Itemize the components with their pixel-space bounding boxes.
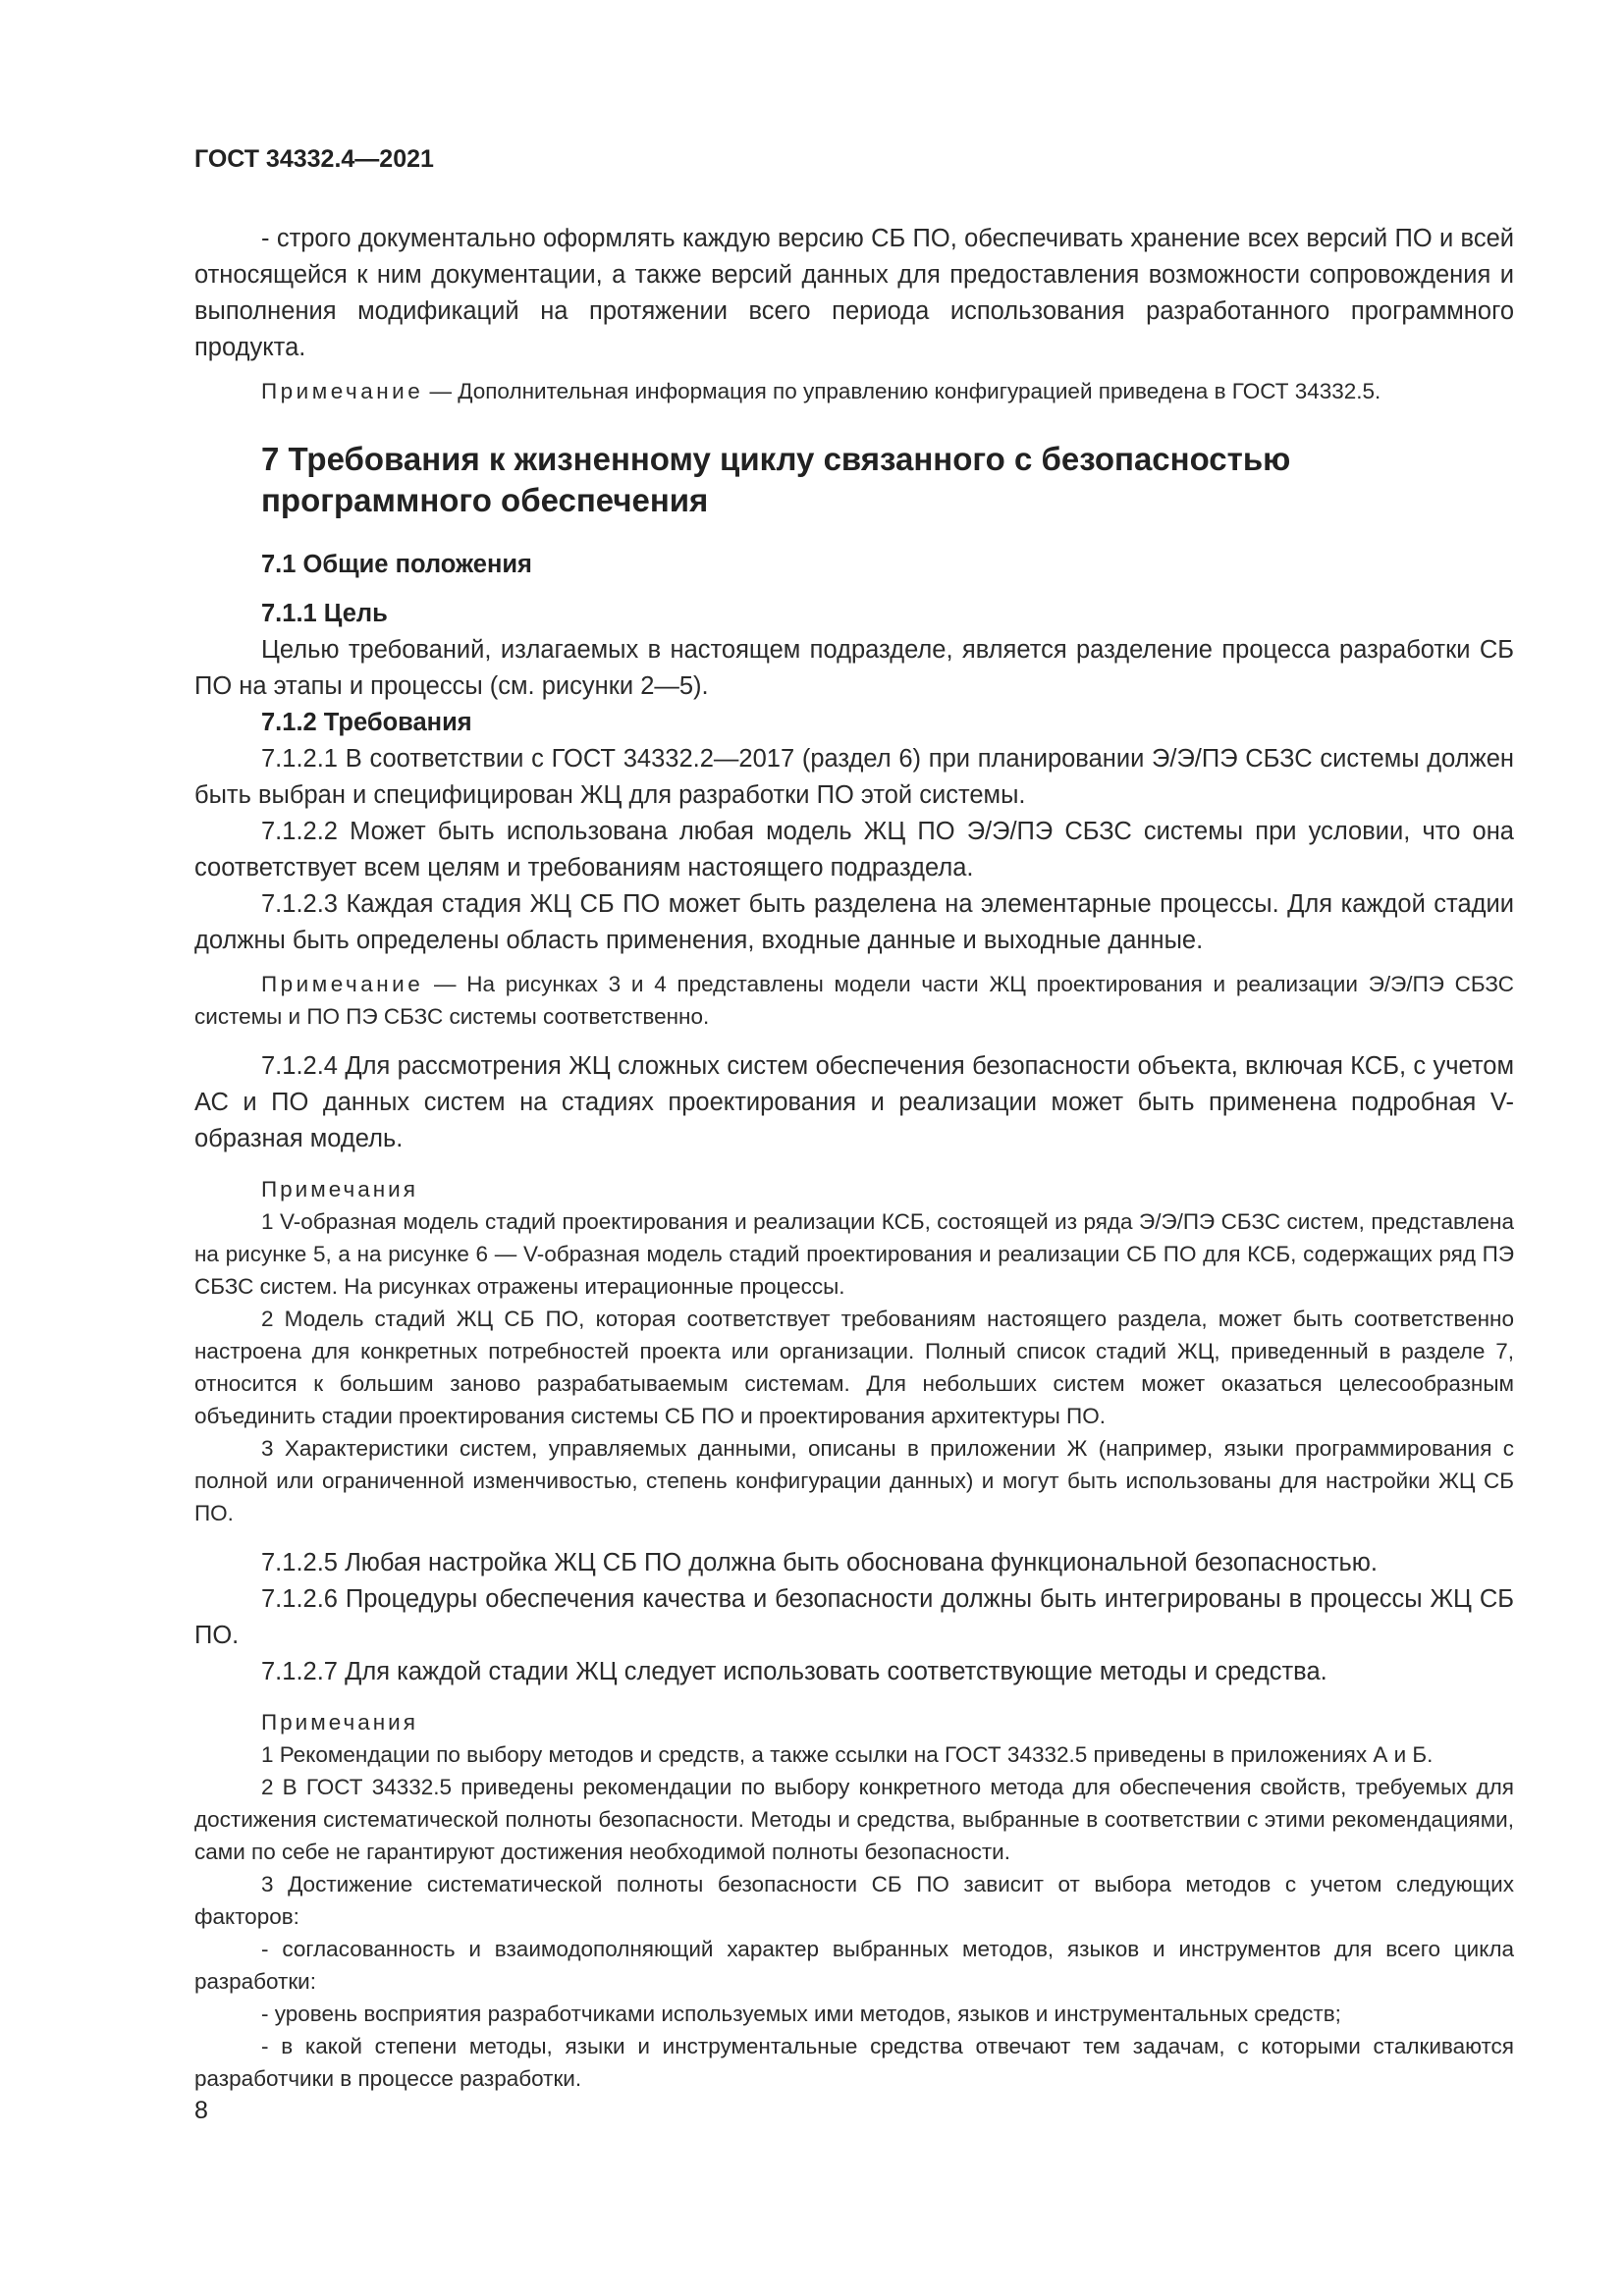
subsection-title: 7.1 Общие положения [261, 551, 532, 578]
note-item: - согласованность и взаимодополняющий характер выбранных методов, языков и инструментов для всего цикла разработки: [194, 1937, 1514, 1994]
note-item: 3 Достижение систематической полноты безопасности СБ ПО зависит от выбора методов с учетом следующих факторов: [194, 1872, 1514, 1929]
note-item: - уровень восприятия разработчиками используемых ими методов, языков и инструментальных средств; [261, 2002, 1341, 2026]
document-page [194, 145, 1514, 2095]
note-item: 2 В ГОСТ 34332.5 приведены рекомендации по выбору конкретного метода для обеспечения свойств, требуемых для достижения систематической полноты безопасности. Методы и средства, выбранные в соответствии с этими рекомендациями, сами по себе не гарантируют достижения необходимой полноты безопасности. [194, 1775, 1514, 1864]
section-title: 7 Требования к жизненному циклу связанного с безопасностью программного обеспечения [261, 441, 1291, 518]
note [194, 375, 1514, 407]
notes-heading: Примечания [261, 1177, 418, 1201]
note-item: 2 Модель стадий ЖЦ СБ ПО, которая соответствует требованиям настоящего раздела, может быть соответственно настроена для конкретных потребностей проекта или организации. Полный список стадий ЖЦ, приведенный в разделе 7, относится к большим заново разрабатываемым системам. Для небольших систем может оказаться целесообразным объединить стадии проектирования системы СБ ПО и проектирования архитектуры ПО. [194, 1307, 1514, 1428]
note-item: 1 V-образная модель стадий проектирования и реализации КСБ, состоящей из ряда Э/Э/ПЭ СБЗС систем, представлена на рисунке 5, а на рисунке 6 — V-образная модель стадий проектирования и реализации СБ ПО для КСБ, содержащих ряд ПЭ СБЗС систем. На рисунках отражены итерационные процессы. [194, 1209, 1514, 1299]
notes-heading: Примечания [261, 1710, 418, 1735]
clause-title: 7.1.1 Цель [261, 600, 388, 627]
clause-title: 7.1.2 Требования [261, 709, 472, 736]
note-label: Примечание [261, 972, 424, 996]
document-header: ГОСТ 34332.4—2021 [194, 145, 434, 173]
page-number: 8 [194, 2097, 208, 2124]
note-item: - в какой степени методы, языки и инструментальные средства отвечают тем задачам, с которыми сталкиваются разработчики в процессе разработки. [194, 2034, 1514, 2091]
paragraph: 7.1.2.3 Каждая стадия ЖЦ СБ ПО может быть разделена на элементарные процессы. Для каждой стадии должны быть определены область применения, входные данные и выходные данные. [194, 890, 1514, 954]
note-text: — Дополнительная информация по управлению конфигурацией приведена в ГОСТ 34332.5. [423, 379, 1381, 403]
note-label: Примечание [261, 379, 424, 403]
paragraph: Целью требований, излагаемых в настоящем подразделе, является разделение процесса разработки СБ ПО на этапы и процессы (см. рисунки 2—5). [194, 636, 1514, 700]
paragraph: 7.1.2.6 Процедуры обеспечения качества и безопасности должны быть интегрированы в процессы ЖЦ СБ ПО. [194, 1585, 1514, 1649]
note-item: 3 Характеристики систем, управляемых данными, описаны в приложении Ж (например, языки программирования с полной или ограниченной изменчивостью, степень конфигурации данных) и могут быть использованы для настройки ЖЦ СБ ПО. [194, 1436, 1514, 1525]
paragraph: 7.1.2.2 Может быть использована любая модель ЖЦ ПО Э/Э/ПЭ СБЗС системы при условии, что она соответствует всем целям и требованиям настоящего подраздела. [194, 818, 1514, 881]
list-item: - строго документально оформлять каждую версию СБ ПО, обеспечивать хранение всех версий ПО и всей относящейся к ним документации, а также версий данных для предоставления возможности сопровождения и выполнения модификаций на протяжении всего периода использования разработанного программного продукта. [194, 225, 1514, 361]
note-item: 1 Рекомендации по выбору методов и средств, а также ссылки на ГОСТ 34332.5 приведены в приложениях А и Б. [261, 1742, 1434, 1767]
note [194, 968, 1514, 1033]
paragraph: 7.1.2.5 Любая настройка ЖЦ СБ ПО должна быть обоснована функциональной безопасностью. [261, 1549, 1379, 1576]
paragraph: 7.1.2.1 В соответствии с ГОСТ 34332.2—2017 (раздел 6) при планировании Э/Э/ПЭ СБЗС системы должен быть выбран и специфицирован ЖЦ для разработки ПО этой системы. [194, 745, 1514, 809]
paragraph: 7.1.2.7 Для каждой стадии ЖЦ следует использовать соответствующие методы и средства. [261, 1658, 1327, 1685]
paragraph: 7.1.2.4 Для рассмотрения ЖЦ сложных систем обеспечения безопасности объекта, включая КСБ, с учетом АС и ПО данных систем на стадиях проектирования и реализации может быть применена подробная V-образная модель. [194, 1052, 1514, 1152]
note-text: — На рисунках 3 и 4 представлены модели части ЖЦ проектирования и реализации Э/Э/ПЭ СБЗС системы и ПО ПЭ СБЗС системы соответственно. [194, 972, 1514, 1029]
